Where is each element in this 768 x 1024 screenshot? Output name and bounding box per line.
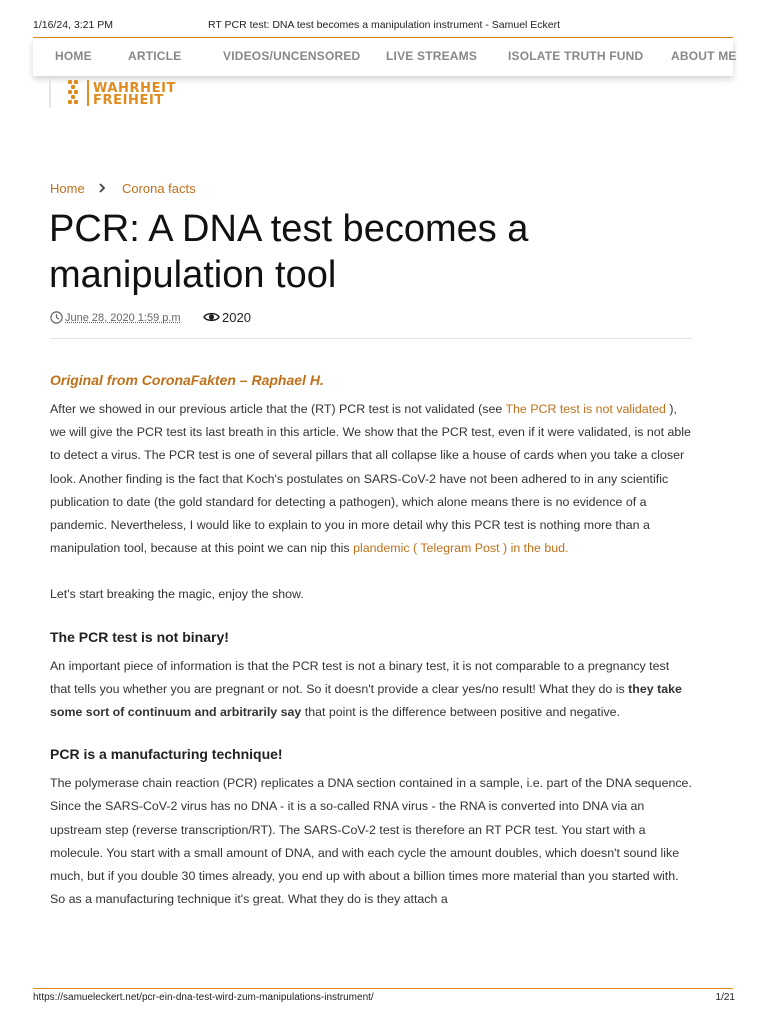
chevron-right-icon [98,183,106,196]
view-count: 2020 [222,310,251,325]
nav-article[interactable]: ARTICLE [128,49,182,63]
breadcrumb-corona-facts[interactable]: Corona facts [121,181,196,196]
link-pcr-not-validated[interactable]: The PCR test is not validated [505,402,666,416]
logo-word-freiheit: FREIHEIT [93,93,164,108]
article-paragraph-4: The polymerase chain reaction (PCR) replicates a DNA section contained in a sample, i.e. part of the DNA sequence. Since the SARS-CoV-2 virus has no DNA - it is a so-called RNA virus - the RNA is converted into DNA via an upstream step (reverse transcription/RT). The SARS-CoV-2 test is therefore an RT PCR test. You start with a molecule. You start with a small amount of DNA, and with each cycle the amount doubles, which doesn't sound like much, but if you double 30 times already, you end up with about a billion times more material than you started with. So as a manufacturing technique it's great. What they do is they attach a [50,776,692,907]
link-plandemic[interactable]: plandemic [353,541,410,556]
nav-home[interactable]: HOME [55,49,92,63]
clock-icon [50,311,63,324]
heading-manufacturing: PCR is a manufacturing technique! [50,746,283,763]
print-footer-rule [33,988,733,989]
paragraph-text: After we showed in our previous article that the (RT) PCR test is not validated (see [50,402,506,416]
link-telegram-post[interactable]: Telegram Post ) in the bud. [420,541,569,556]
nav-about-me[interactable]: ABOUT ME [671,49,737,63]
print-url: https://samueleckert.net/pcr-ein-dna-test-wird-zum-manipulations-instrument/ [33,992,374,1003]
nav-isolate-truth-fund[interactable]: ISOLATE TRUTH FUND [508,49,644,63]
print-date: 1/16/24, 3:21 PM [33,19,113,31]
nav-live-streams[interactable]: LIVE STREAMS [386,49,478,63]
logo-divider [49,78,51,108]
article-body [50,370,692,911]
heading-not-binary: The PCR test is not binary! [50,628,229,645]
print-page-title: RT PCR test: DNA test becomes a manipulation instrument - Samuel Eckert [207,19,561,31]
paragraph-bold: they take some sort of continuum and arbitrarily say [50,681,682,720]
nav-videos-uncensored[interactable]: VIDEOS/UNCENSORED [223,49,361,63]
breadcrumb [50,181,196,196]
print-page-number: 1/21 [715,992,735,1003]
meta-divider [50,338,692,339]
logo-dots-icon [68,80,80,106]
article-paragraph-2: Let's start breaking the magic, enjoy the show. [50,587,304,602]
article-date: June 28, 2020 1:59 p.m [65,312,181,324]
breadcrumb-home[interactable]: Home [50,181,85,196]
article-paragraph-1 [50,398,692,560]
logo-rule [87,80,89,106]
paragraph-text: that point is the difference between positive and negative. [301,705,621,720]
print-header [0,0,768,36]
main-navbar [33,38,737,76]
paragraph-text: ( [409,541,421,556]
article-paragraph-3 [50,655,692,725]
paragraph-text: An important piece of information is that the PCR test is not a binary test, it is not comparable to a pregnancy test that tells you whether you are pregnant or not. So it doesn't provide a clear yes/no result! What they do is [50,658,670,696]
paragraph-text: ), we will give the PCR test its last breath in this article. We show that the PCR test, even if it were validated, is not able to detect a virus. The PCR test is one of several pillars that all collapse like a house of cards when you take a closer look. Another finding is the fact that Koch's postulates on SARS-CoV-2 have not been adhered to in any scientific publication to date (the gold standard for detecting a pathogen), which alone means there is no evidence of a pandemic. Nevertheless, I would like to explain to you in more detail why this PCR test is nothing more than a manipulation tool, because at this point we can nip this [50,402,691,556]
logo-word-wahrheit: WAHRHEIT [93,81,176,96]
eye-icon [203,310,220,324]
article-title: PCR: A DNA test becomes a manipulation tool [49,208,529,296]
article-lead: Original from CoronaFakten – Raphael H. [50,372,324,388]
